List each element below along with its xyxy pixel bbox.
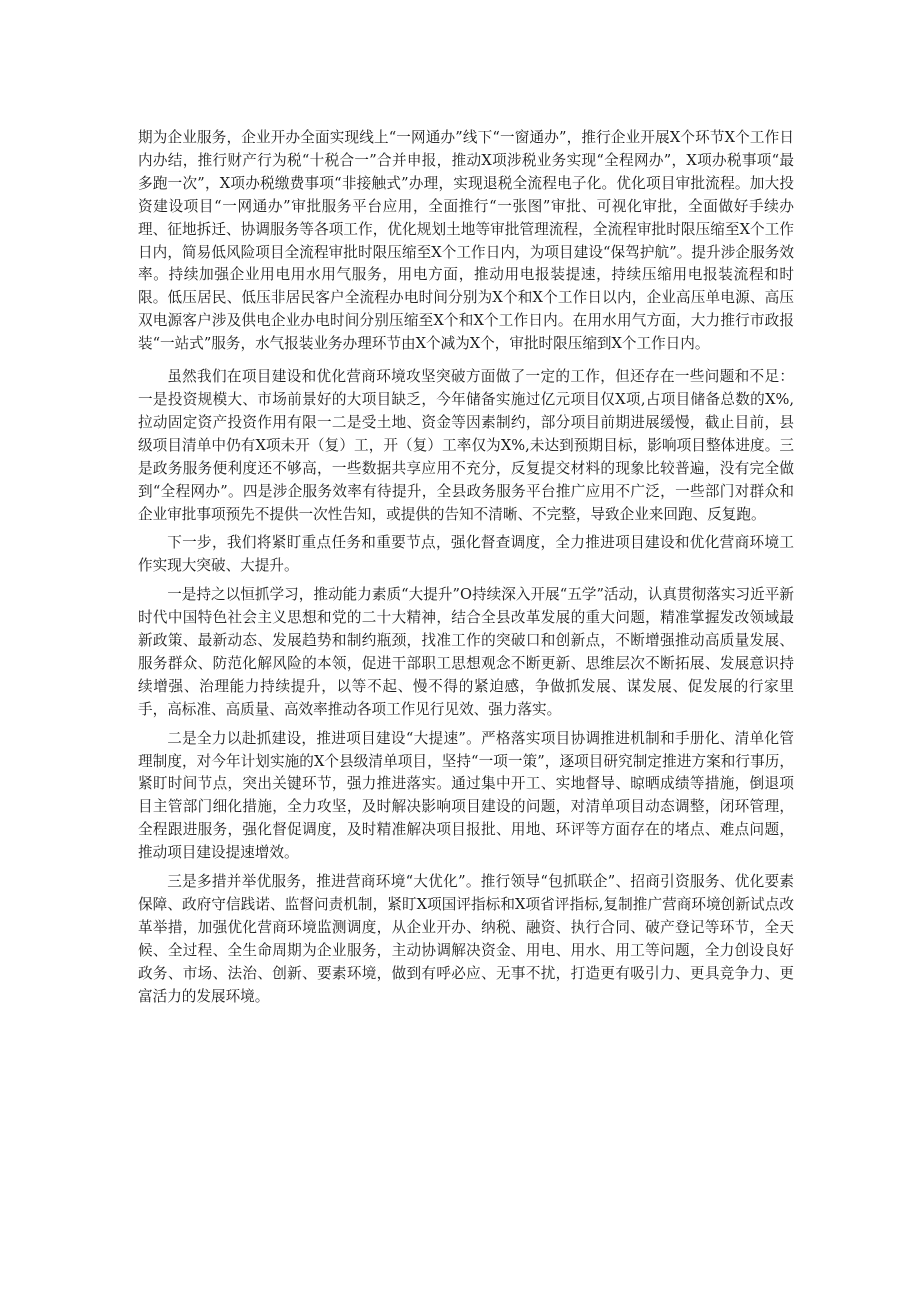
paragraph-learning: 一是持之以恒抓学习，推动能力素质“大提升”O持续深入开展“五学”活动，认真贯彻落实习近平新时代中国特色社会主义思想和党的二十大精神，结合全县改革发展的重大问题，精准掌握发改领域最新政策、最新动态、发展趋势和制约瓶颈，找准工作的突破口和创新点，不断增强推动高质量发展、服务群众、防范化解风险的本领，促进干部职工思想观念不断更新、思维层次不断拓展、发展意识持续增强、治理能力持续提升，以等不起、慢不得的紧迫感，争做抓发展、谋发展、促发展的行家里手，高标准、高质量、高效率推动各项工作见行见效、强力落实。 — [138, 586, 794, 718]
paragraph-problems: 虽然我们在项目建设和优化营商环境攻坚突破方面做了一定的工作，但还存在一些问题和不足：一是投资规模大、市场前景好的大项目缺乏，今年储备实施过亿元项目仅X项,占项目储备总数的X%,拉动固定资产投资作用有限一二是受土地、资金等因素制约，部分项目前期进展缓慢，截止目前，县级项目清单中仍有X项未开（复）工，开（复）工率仅为X%,未达到预期目标，影响项目整体进度。三是政务服务便利度还不够高，一些数据共享应用不充分，反复提交材料的现象比较普遍，没有完全做到“全程网办”。四是涉企服务效率有待提升，全县政务服务平台推广应用不广泛，一些部门对群众和企业审批事项预先不提供一次性告知，或提供的告知不清晰、不完整，导致企业来回跑、反复跑。 — [138, 368, 794, 523]
paragraph-service-efficiency: 期为企业服务，企业开办全面实现线上“一网通办”线下“一窗通办”，推行企业开展X个环节X个工作日内办结，推行财产行为税“十税合一”合并申报，推动X项涉税业务实现“全程网办”，X项办税事项“最多跑一次”，X项办税缴费事项“非接触式”办理，实现退税全流程电子化。优化项目审批流程。加大投资建设项目“一网通办”审批服务平台应用，全面推行“一张图”审批、可视化审批，全面做好手续办理、征地拆迁、协调服务等各项工作，优化规划土地等审批管理流程，全流程审批时限压缩至X个工作日内，简易低风险项目全流程审批时限压缩至X个工作日内，为项目建设“保驾护航”。提升涉企服务效率。持续加强企业用电用水用气服务，用电方面，推动用电报装提速，持续压缩用电报装流程和时限。低压居民、低压非居民客户全流程办电时间分别为X个和X个工作日以内，企业高压单电源、高压双电源客户涉及供电企业办电时间分别压缩至X个和X个工作日内。在用水用气方面，大力推行市政报装“一站式”服务，水气报装业务办理环节由X个减为X个，审批时限压缩到X个工作日内。 — [138, 129, 794, 353]
paragraph-construction: 二是全力以赴抓建设，推进项目建设“大提速”。严格落实项目协调推进机制和手册化、清单化管理制度，对今年计划实施的X个县级清单项目，坚持“一项一策”，逐项目研究制定推进方案和行事历，紧盯时间节点，突出关键环节，强力推进落实。通过集中开工、实地督导、晾晒成绩等措施，倒退项目主管部门细化措施，全力攻坚，及时解决影响项目建设的问题，对清单项目动态调整，闭环管理，全程跟进服务，强化督促调度，及时精准解决项目报批、用地、环评等方面存在的堵点、难点问题，推动项目建设提速增效。 — [138, 729, 794, 862]
paragraph-next-steps: 下一步，我们将紧盯重点任务和重要节点，强化督查调度，全力推进项目建设和优化营商环境工作实现大突破、大提升。 — [138, 534, 794, 575]
document-body — [138, 127, 794, 1009]
paragraph-business-environment: 三是多措并举优服务，推进营商环境“大优化”。推行领导“包抓联企”、招商引资服务、优化要素保障、政府守信践诺、监督问责机制，紧盯X项国评指标和X项省评指标,复制推广营商环境创新试点改革举措，加强优化营商环境监测调度，从企业开办、纳税、融资、执行合同、破产登记等环节，全天候、全过程、全生命周期为企业服务，主动协调解决资金、用电、用水、用工等问题，全力创设良好政务、市场、法治、创新、要素环境，做到有呼必应、无事不扰，打造更有吸引力、更具竞争力、更富活力的发展环境。 — [138, 873, 794, 1005]
